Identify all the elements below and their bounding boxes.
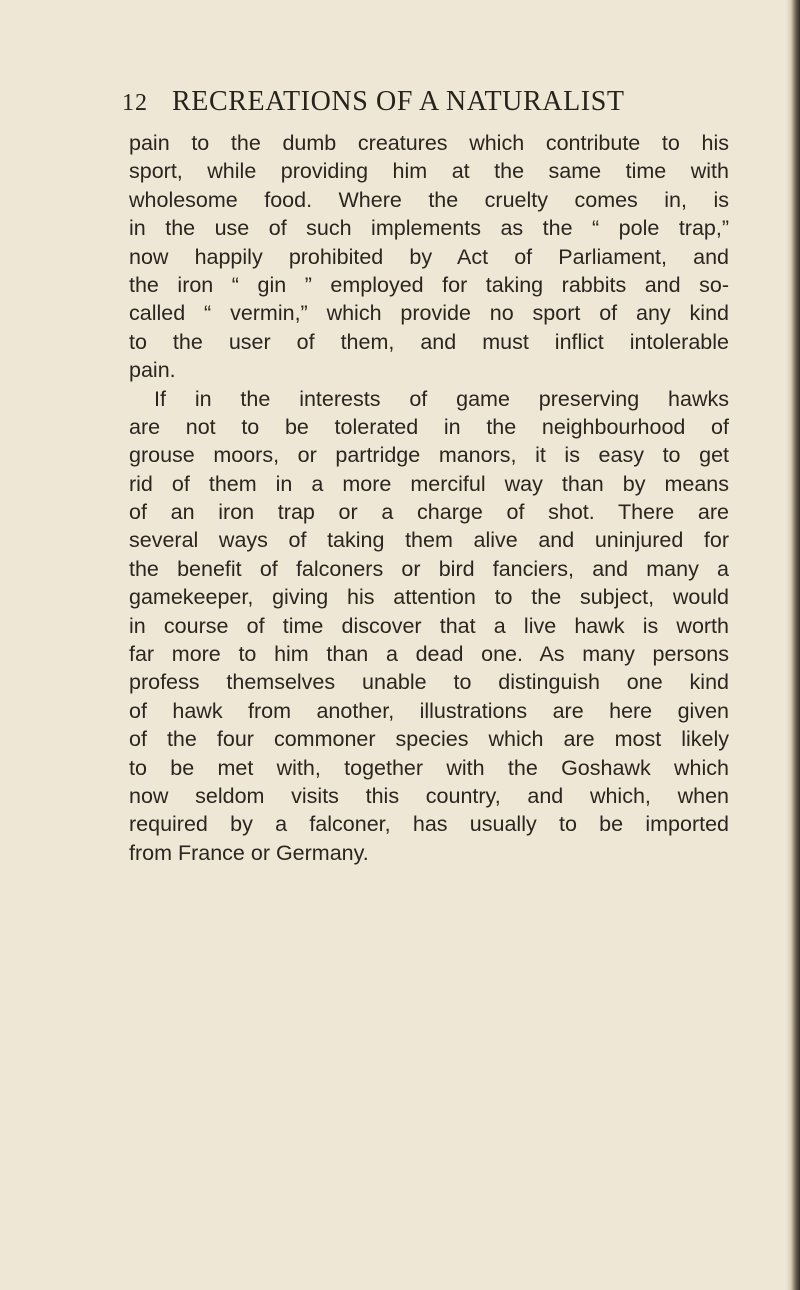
text-line: gamekeeper, giving his attention to the subject, would xyxy=(129,585,729,610)
text-line: far more to him than a dead one. As many persons xyxy=(129,642,729,667)
text-line: pain to the dumb creatures which contribute to his xyxy=(129,131,729,155)
text-line: from France or Germany. xyxy=(129,840,369,865)
running-title: RECREATIONS OF A NATURALIST xyxy=(172,86,625,117)
text-line: to the user of them, and must inflict intolerable xyxy=(129,329,729,354)
text-line: to be met with, together with the Goshawk which xyxy=(129,755,729,780)
body-text xyxy=(129,129,729,867)
text-line: now happily prohibited by Act of Parliament, and xyxy=(129,244,729,269)
text-line: of hawk from another, illustrations are here given xyxy=(129,698,729,723)
text-line: required by a falconer, has usually to be imported xyxy=(129,812,729,837)
text-line: of an iron trap or a charge of shot. There are xyxy=(129,500,729,525)
text-line: are not to be tolerated in the neighbourhood of xyxy=(129,414,729,439)
page-edge-shadow xyxy=(786,0,800,1290)
text-line: grouse moors, or partridge manors, it is easy to get xyxy=(129,443,729,468)
text-line: rid of them in a more merciful way than by means xyxy=(129,471,729,496)
text-line: several ways of taking them alive and uninjured for xyxy=(129,528,729,553)
text-line: wholesome food. Where the cruelty comes in, is xyxy=(129,187,729,212)
text-line: the iron “ gin ” employed for taking rabbits and so- xyxy=(129,272,729,297)
text-line: If in the interests of game preserving hawks xyxy=(154,386,729,411)
text-line: of the four commoner species which are most likely xyxy=(129,727,729,752)
page-number: 12 xyxy=(122,90,148,116)
text-line: pain. xyxy=(129,358,176,383)
text-line: in course of time discover that a live hawk is worth xyxy=(129,613,729,638)
text-line: profess themselves unable to distinguish one kind xyxy=(129,670,729,695)
text-line: in the use of such implements as the “ pole trap,” xyxy=(129,216,729,241)
text-line: sport, while providing him at the same time with xyxy=(129,159,729,184)
text-line: the benefit of falconers or bird fanciers, and many a xyxy=(129,556,729,581)
text-line: called “ vermin,” which provide no sport of any kind xyxy=(129,301,729,326)
text-line: now seldom visits this country, and which, when xyxy=(129,783,729,808)
running-head xyxy=(122,84,712,120)
